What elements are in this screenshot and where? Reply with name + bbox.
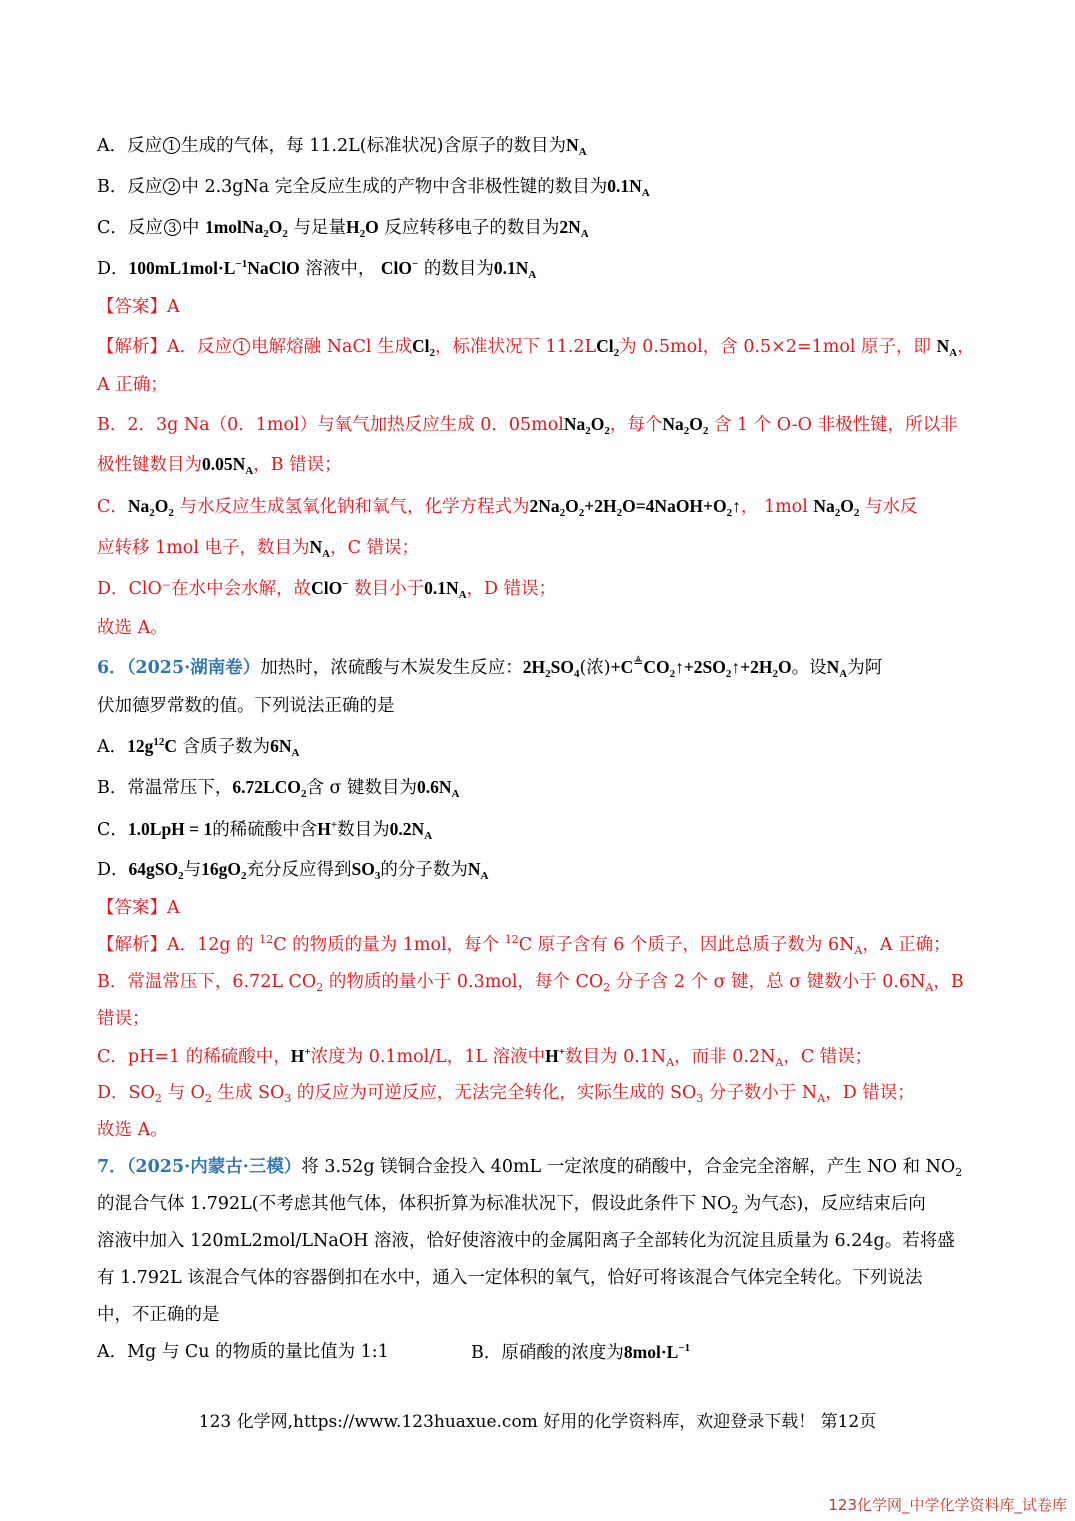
q5-option-a: A．反应 1 生成的气体，每 11.2L(标准状况)含原子的数目为$N_A$ <box>97 135 587 158</box>
q6-analysis-c: C．pH=1 的稀硫酸中，H+浓度为 0.1mol/L，1L 溶液中H+数目为 $0.1N_A$，而非 $0.2N_A$，C 错误； <box>97 1046 873 1069</box>
site-watermark: 123化学网_中学化学资料库_试卷库 <box>828 1496 1067 1514</box>
q5-option-c: C．反应 3 中 $1molNa_2O_2$ 与足量$H_2O$ 反应转移电子的数目为$2N_A$ <box>97 217 589 240</box>
q6-option-c: C．1.0LpH = 1的稀硫酸中含H+数目为$0.2N_A$ <box>97 819 433 842</box>
q5-analysis-c-cont: 应转移 1mol 电子，数目为$N_A$，C 错误； <box>97 537 420 560</box>
q7-stem-5: 中，不正确的是 <box>97 1305 220 1325</box>
circled-number: 1 <box>233 338 250 355</box>
q5-analysis-b: B．2．3g Na（0．1mol）与氧气加热反应生成 0．$05molNa_2O_2$，每个$Na_2O_2$ 含 1 个 O-O 非极性键，所以非 <box>97 414 958 437</box>
circled-number: 1 <box>163 137 180 154</box>
circled-number: 2 <box>163 178 180 195</box>
q5-answer: 【答案】A <box>97 297 180 317</box>
q6-analysis-b-cont: 错误； <box>97 1009 150 1029</box>
q5-option-d: D．$100mL1mol\cdot L^{-1}NaClO$ 溶液中， ClO− 的数目为$0.1N_A$ <box>97 258 537 281</box>
q6-option-a: A．$12g^{12}C$ 含质子数为$6N_A$ <box>97 736 300 759</box>
q5-analysis-d: D．ClO⁻在水中会水解，故ClO− 数目小于$0.1N_A$，D 错误； <box>97 578 557 601</box>
page-footer: 123 化学网,https://www.123huaxue.com 好用的化学资料库，欢迎登录下载！ 第12页 <box>198 1412 877 1432</box>
q7-option-a: A．Mg 与 Cu 的物质的量比值为 1:1 <box>97 1342 389 1362</box>
circled-number: 3 <box>164 219 181 236</box>
q7-stem-4: 有 1.792L 该混合气体的容器倒扣在水中，通入一定体积的氧气，恰好可将该混合气体完全转化。下列说法 <box>97 1268 923 1288</box>
q6-option-d: D．64gSO$_2$与$16gO_2$充分反应得到$SO_3$的分子数为$N_A$ <box>97 859 489 882</box>
q7-option-b: B．原硝酸的浓度为$8mol\cdot L^{-1}$ <box>471 1342 691 1363</box>
q6-answer: 【答案】A <box>97 898 180 918</box>
q5-analysis-a: 【解析】A．反应 1 电解熔融 NaCl 生成$Cl_2$，标准状况下 11.2LCl$_2$为 0.5mol，含 0.5×2=1mol 原子，即 $N_A$， <box>97 336 975 359</box>
q6-option-b: B．常温常压下，$6.72LCO_2$含 σ 键数目为$0.6N_A$ <box>97 777 460 800</box>
q7-stem-2: 的混合气体 1.792L(不考虑其他气体，体积折算为标准状况下，假设此条件下 $NO_2$ 为气态)，反应结束后向 <box>97 1194 926 1216</box>
q5-conclusion: 故选 A。 <box>97 618 168 638</box>
q6-analysis-a: 【解析】A．12g 的 $^{12}$C 的物质的量为 1mol，每个 $^{12}$C 原子含有 6 个质子，因此总质子数为 $6N_A$，A 正确； <box>97 933 951 957</box>
q6-stem-cont: 伏加德罗常数的值。下列说法正确的是 <box>97 696 395 716</box>
q6-conclusion: 故选 A。 <box>97 1120 168 1140</box>
q6-analysis-d: D．$SO_2$ 与 $O_2$ 生成 $SO_3$ 的反应为可逆反应，无法完全转化，实际生成的 $SO_3$ 分子数小于 $N_A$，D 错误； <box>97 1083 915 1105</box>
q5-analysis-b-cont: 极性键数目为$0.05N_A$，B 错误； <box>97 454 342 477</box>
q7-stem-1: 7．（2025·内蒙古·三模）将 3.52g 镁铜合金投入 40mL 一定浓度的硝酸中，合金完全溶解，产生 NO 和 $NO_2$ <box>97 1157 963 1179</box>
q6-analysis-b: B．常温常压下，6.72L $CO_2$ 的物质的量小于 0.3mol，每个 $CO_2$ 分子含 2 个 σ 键，总 σ 键数小于 $0.6N_A$，B <box>97 972 964 994</box>
q5-analysis-c: C．$Na_2O_2$ 与水反应生成氢氧化钠和氧气，化学方程式为$2Na_2O_2+2H_2O=4NaOH+O_2↑$， 1mol $Na_2O_2$ 与水反 <box>97 496 918 519</box>
q5-option-b: B．反应 2 中 2.3gNa 完全反应生成的产物中含非极性键的数目为$0.1N_A$ <box>97 176 650 199</box>
q5-analysis-a-cont: A 正确； <box>97 375 168 395</box>
q7-stem-3: 溶液中加入 120mL2mol/LNaOH 溶液，恰好使溶液中的金属阳离子全部转化为沉淀且质量为 6.24g。若将盛 <box>97 1231 955 1251</box>
q6-stem: 6．（2025·湖南卷）加热时，浓硫酸与木炭发生反应：$2H_2SO_4$(浓)$+C^≜CO_2↑+2SO_2↑+2H_2O$。设$N_A$为阿 <box>97 655 883 680</box>
